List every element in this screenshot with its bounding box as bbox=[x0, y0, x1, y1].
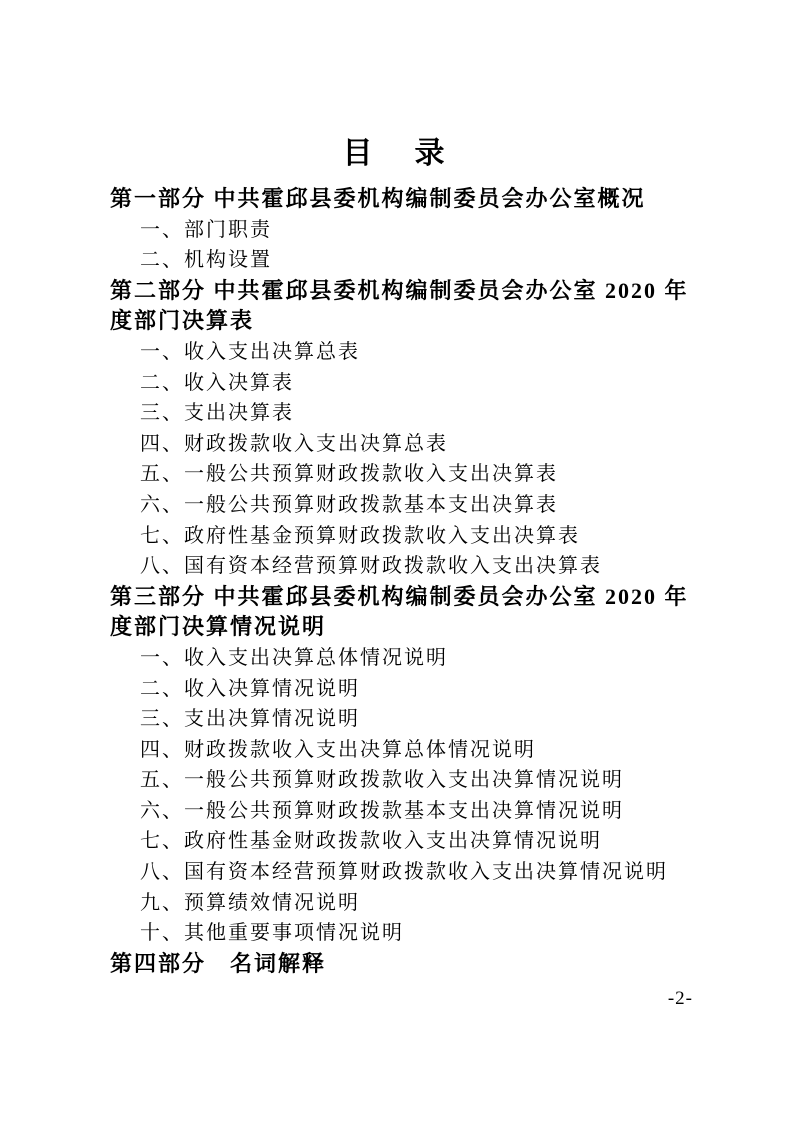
toc-entry: 五、一般公共预算财政拨款收入支出决算表 bbox=[140, 463, 558, 486]
toc-entry: 五、一般公共预算财政拨款收入支出决算情况说明 bbox=[140, 769, 624, 792]
toc-entry: 一、部门职责 bbox=[140, 218, 272, 241]
toc-entry: 八、国有资本经营预算财政拨款收入支出决算情况说明 bbox=[140, 861, 668, 884]
toc-entry: 二、收入决算表 bbox=[140, 371, 294, 394]
toc-entry: 二、机构设置 bbox=[140, 249, 272, 272]
toc-entry: 二、收入决算情况说明 bbox=[140, 677, 360, 700]
toc-section-4-heading: 第四部分 名词解释 bbox=[110, 950, 327, 976]
toc-entry: 十、其他重要事项情况说明 bbox=[140, 922, 404, 945]
page-title: 目 录 bbox=[342, 137, 451, 170]
toc-entry: 四、财政拨款收入支出决算总表 bbox=[140, 432, 448, 455]
toc-entry: 七、政府性基金预算财政拨款收入支出决算表 bbox=[140, 524, 580, 547]
toc-entry: 九、预算绩效情况说明 bbox=[140, 891, 360, 914]
toc-section-1-heading: 第一部分 中共霍邱县委机构编制委员会办公室概况 bbox=[110, 186, 646, 211]
toc-section-3-heading: 第三部分 中共霍邱县委机构编制委员会办公室 2020 年度部门决算情况说明 bbox=[110, 583, 689, 640]
page-number: -2- bbox=[667, 988, 693, 1009]
toc-entry: 三、支出决算情况说明 bbox=[140, 708, 360, 731]
toc-entry: 六、一般公共预算财政拨款基本支出决算情况说明 bbox=[140, 799, 624, 822]
table-of-contents bbox=[110, 184, 696, 979]
toc-entry: 一、收入支出决算总体情况说明 bbox=[140, 646, 448, 669]
toc-entry: 七、政府性基金财政拨款收入支出决算情况说明 bbox=[140, 830, 602, 853]
toc-section-2-heading: 第二部分 中共霍邱县委机构编制委员会办公室 2020 年度部门决算表 bbox=[110, 277, 689, 334]
toc-entry: 一、收入支出决算总表 bbox=[140, 340, 360, 363]
toc-entry: 四、财政拨款收入支出决算总体情况说明 bbox=[140, 738, 536, 761]
toc-entry: 八、国有资本经营预算财政拨款收入支出决算表 bbox=[140, 555, 602, 578]
toc-entry: 六、一般公共预算财政拨款基本支出决算表 bbox=[140, 493, 558, 516]
toc-entry: 三、支出决算表 bbox=[140, 402, 294, 425]
